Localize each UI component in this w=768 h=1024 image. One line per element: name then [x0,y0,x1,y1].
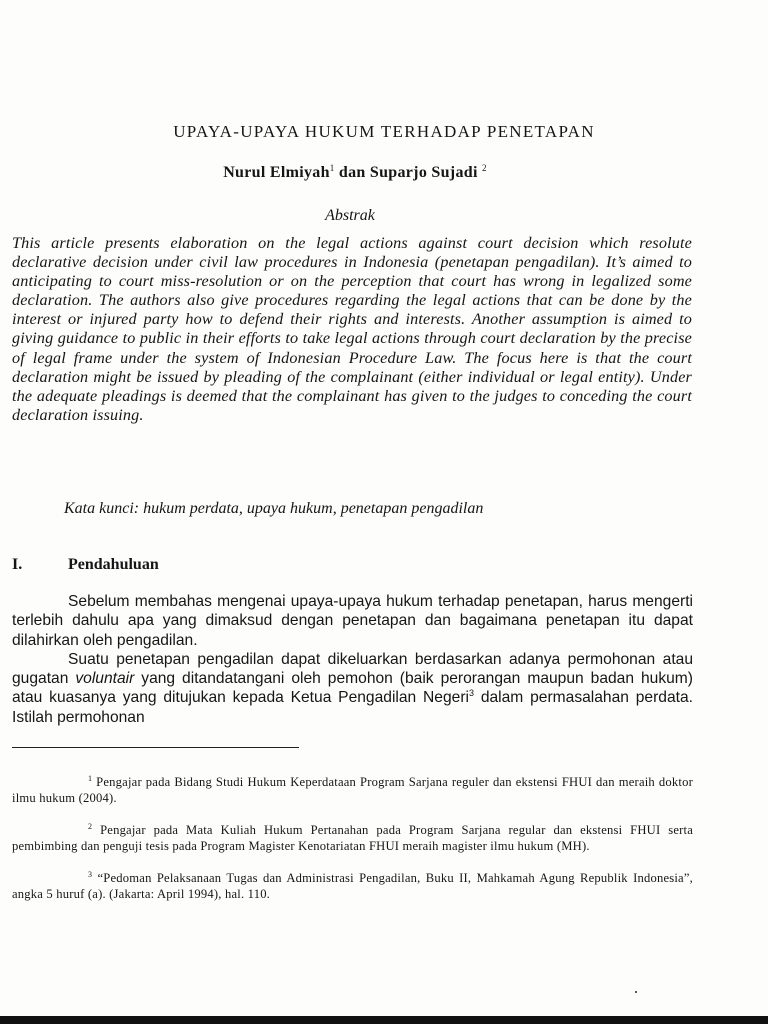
scan-bottom-edge [0,1016,768,1024]
body-paragraph-2 [12,650,693,727]
body-text [12,592,693,727]
footnote-separator [12,747,299,748]
scan-speck [635,991,637,993]
abstract-heading: Abstrak [325,207,375,224]
author-line [0,163,710,182]
paper-title: UPAYA-UPAYA HUKUM TERHADAP PENETAPAN [173,122,595,141]
body-paragraph-1: Sebelum membahas mengenai upaya-upaya hukum terhadap penetapan, harus mengerti terlebih dahulu apa yang dimaksud dengan penetapan dan bagaimana penetapan itu dapat dilahirkan oleh pengadilan. [12,593,693,649]
section-title: Pendahuluan [68,556,159,573]
author-1-footnote-mark: 1 [329,163,335,173]
author-1: Nurul Elmiyah [223,164,330,181]
section-heading [12,556,702,574]
footnote-2-text: Pengajar pada Mata Kuliah Hukum Pertanahan pada Program Sarjana regular dan ekstensi FHUI serta pembimbing dan penguji tesis pada Program Magister Kenotariatan FHUI meraih magister ilmu hukum (MH). [12,823,693,853]
footnote-1 [12,775,693,806]
footnotes [12,775,693,920]
abstract-text: This article presents elaboration on the legal actions against court decision which resolute declarative decision under civil law procedures in Indonesia (penetapan pengadilan). It’s aimed to anticipating to court miss-resolution or on the perception that court has wrong in legalized some declaration. The authors also give procedures regarding the legal actions that can be done by the interest or injured party how to defend their rights and interests. Another assumption is aimed to giving guidance to public in their efforts to take legal actions through court declaration by the precise of legal frame under the system of Indonesian Procedure Law. The focus here is that the court declaration might be issued by pleading of the complainant (either individual or legal entity). Under the adequate pleadings is deemed that the complainant has given to the judges to conceding the court declaration issuing. [12,234,692,424]
footnote-1-mark: 1 [88,774,93,783]
footnote-2 [12,823,693,854]
voluntair-term: voluntair [75,670,135,688]
footnote-3-mark: 3 [88,870,93,880]
body-paragraph-2-part-b: yang ditandatangani oleh pemohon (baik perorangan maupun badan hukum) atau kuasanya yang ditujukan kepada Ketua Pengadilan Negeri [12,670,693,707]
author-conjunction: dan [334,164,370,181]
footnote-ref-3: 3 [468,688,474,699]
keywords-line: Kata kunci: hukum perdata, upaya hukum, penetapan pengadilan [64,500,484,517]
footnote-3-text: “Pedoman Pelaksanaan Tugas dan Administrasi Pengadilan, Buku II, Mahkamah Agung Republik Indonesia”, angka 5 huruf (a). (Jakarta: April 1994), hal. 110. [12,871,693,901]
footnote-2-mark: 2 [88,822,93,832]
body-paragraph-2-part-c: dalam permasalahan perdata. Istilah permohonan [12,689,693,726]
body-paragraph-2-part-a: Suatu penetapan pengadilan dapat dikeluarkan berdasarkan adanya permohonan atau gugatan [12,650,693,688]
author-2: Suparjo Sujadi [369,164,482,181]
section-number: I. [12,556,23,573]
footnote-3 [12,871,693,902]
footnote-1-text: Pengajar pada Bidang Studi Hukum Keperdataan Program Sarjana reguler dan ekstensi FHUI dan meraih doktor ilmu hukum (2004). [12,775,693,805]
author-2-footnote-mark: 2 [481,163,487,173]
